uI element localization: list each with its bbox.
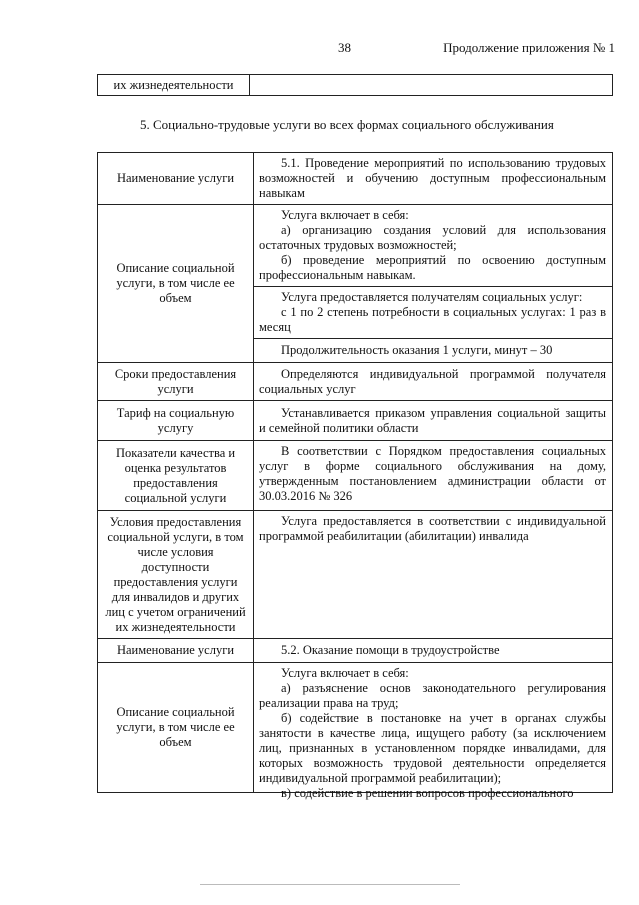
row-value: Определяются индивидуальной программой получателя социальных услуг: [254, 363, 613, 401]
paragraph: б) содействие в постановке на учет в органах службы занятости в качестве лица, ищущего работу (за исключением лиц, признанных в установленном порядке инвалидами, для которых возможность трудовой деятельности определяется индивидуальной программой реабилитации);: [259, 711, 606, 785]
row-value: Продолжительность оказания 1 услуги, минут – 30: [254, 339, 613, 363]
paragraph: в) содействие в решении вопросов профессионального: [281, 786, 574, 800]
table-row: [98, 511, 613, 639]
appendix-label: Продолжение приложения № 1: [443, 40, 615, 55]
section-title: 5. Социально-трудовые услуги во всех формах социального обслуживания: [140, 117, 554, 132]
paragraph: Услуга включает в себя:: [281, 208, 409, 222]
paragraph: а) разъяснение основ законодательного регулирования реализации права на труд;: [259, 681, 606, 710]
row-label: Условия предоставления социальной услуги, в том числе условия доступности предоставления услуги для инвалидов и других лиц с учетом ограничений их жизнедеятельности: [98, 511, 254, 639]
page-number: 38: [338, 40, 351, 55]
row-value: Услуга предоставляется в соответствии с индивидуальной программой реабилитации (абилитации) инвалида: [254, 511, 613, 639]
row-value: В соответствии с Порядком предоставления социальных услуг в форме социального обслуживания на дому, утвержденным постановлением администрации области от 30.03.2016 № 326: [254, 441, 613, 511]
continued-cell-label: их жизнедеятельности: [98, 75, 250, 96]
row-label: Наименование услуги: [98, 153, 254, 205]
paragraph: Услуга включает в себя:: [281, 666, 409, 680]
row-label: Показатели качества и оценка результатов предоставления социальной услуги: [98, 441, 254, 511]
table-row: [98, 663, 613, 793]
table-row: [98, 363, 613, 401]
row-value: [254, 287, 613, 339]
continued-table-row: [97, 74, 613, 96]
row-label: Описание социальной услуги, в том числе ее объем: [98, 663, 254, 793]
row-value: Устанавливается приказом управления социальной защиты и семейной политики области: [254, 401, 613, 441]
table-row: [98, 153, 613, 205]
table-row: [98, 205, 613, 287]
row-value: 5.1. Проведение мероприятий по использованию трудовых возможностей и обучению доступным профессиональным навыкам: [254, 153, 613, 205]
row-value: [254, 205, 613, 287]
scan-artifact: [200, 884, 460, 885]
paragraph: б) проведение мероприятий по освоению доступным профессиональным навыкам.: [259, 253, 606, 282]
paragraph: Услуга предоставляется получателям социальных услуг:: [281, 290, 583, 304]
continued-cell-value: [250, 75, 613, 96]
row-value: [254, 663, 613, 800]
row-value: 5.2. Оказание помощи в трудоустройстве: [254, 639, 613, 663]
table-row: [98, 639, 613, 663]
row-label: Описание социальной услуги, в том числе ее объем: [98, 205, 254, 363]
table-row: [98, 401, 613, 441]
paragraph: а) организацию создания условий для использования остаточных трудовых возможностей;: [259, 223, 606, 252]
table-row: [98, 441, 613, 511]
truncated-cell: [259, 666, 606, 800]
row-label: Сроки предоставления услуги: [98, 363, 254, 401]
row-label: Тариф на социальную услугу: [98, 401, 254, 441]
paragraph: с 1 по 2 степень потребности в социальных услугах: 1 раз в месяц: [259, 305, 606, 334]
services-table: [97, 152, 613, 800]
row-label: Наименование услуги: [98, 639, 254, 663]
